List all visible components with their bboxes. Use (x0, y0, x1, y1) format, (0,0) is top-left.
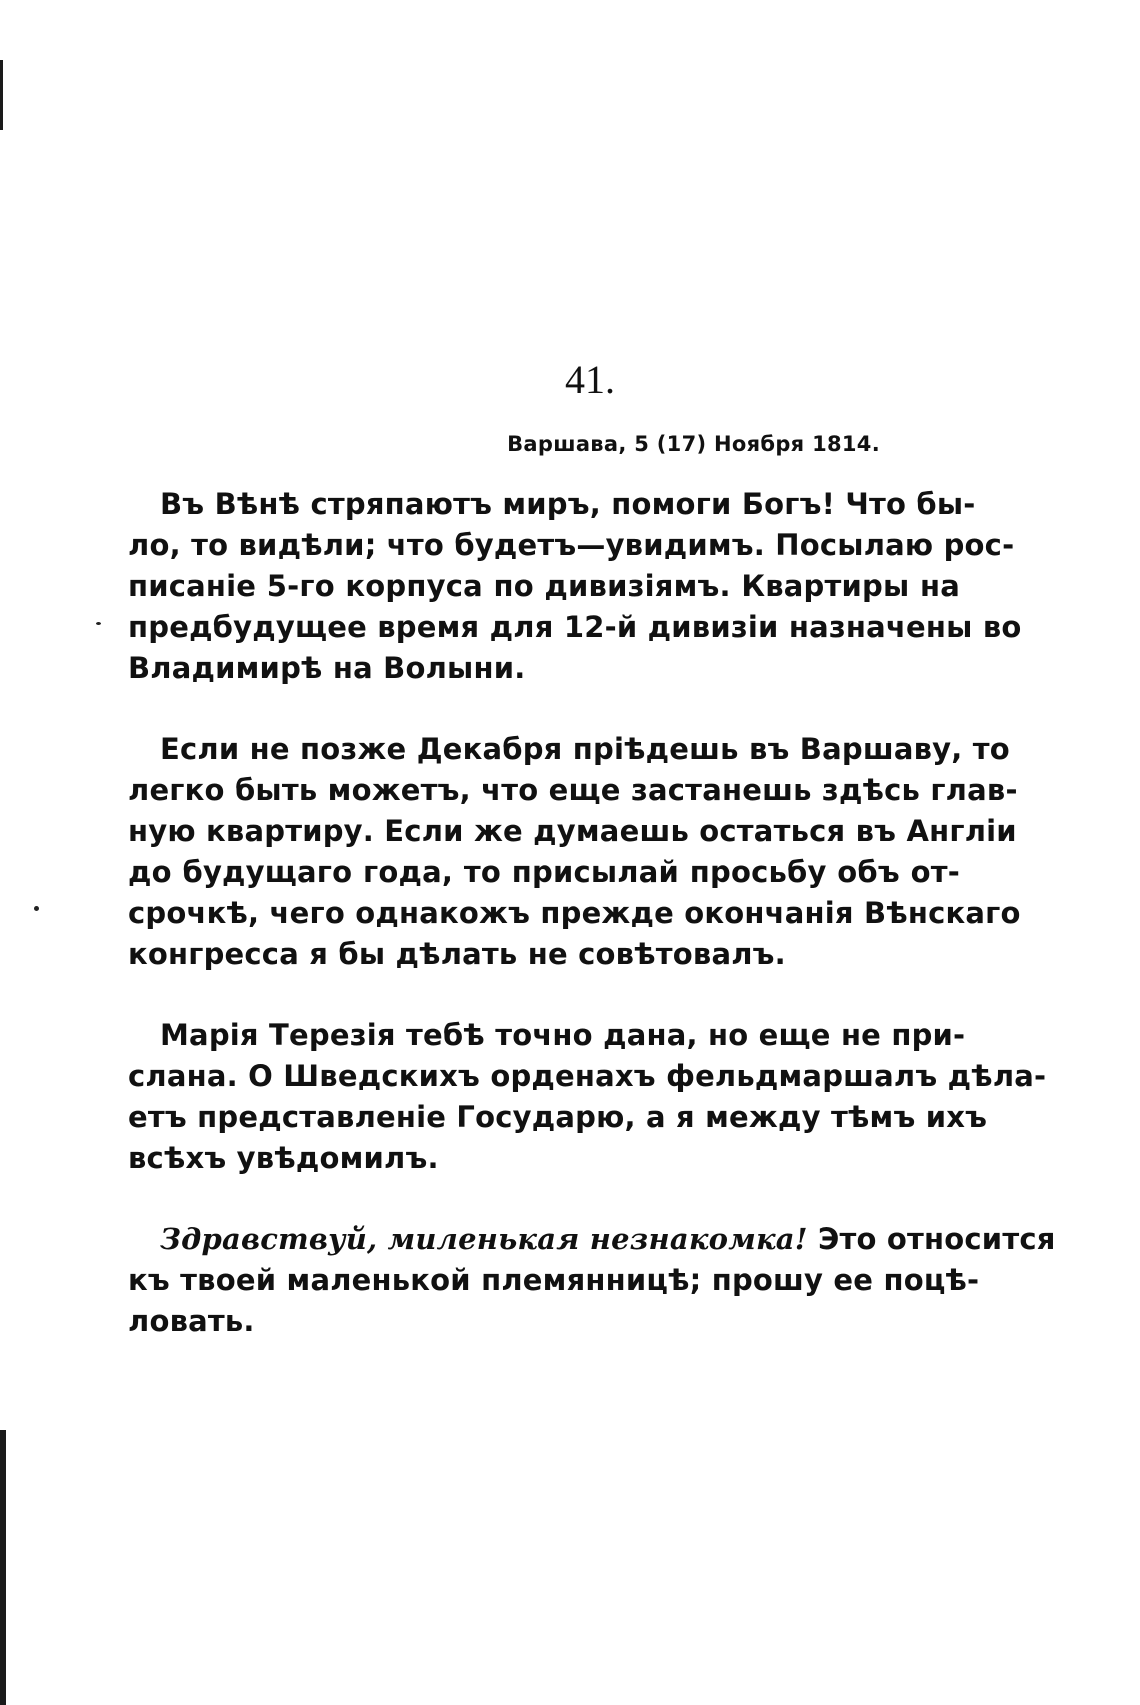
text-line: Въ Вѣнѣ стряпаютъ миръ, помоги Богъ! Что бы- (160, 487, 976, 521)
text-line: Если не позже Декабря пріѣдешь въ Варшаву, то (160, 732, 1010, 766)
text-line (128, 1219, 1056, 1260)
print-speck (96, 622, 101, 625)
text-line: ную квартиру. Если же думаешь остаться въ Англіи (128, 814, 1017, 848)
text-line: ловать. (128, 1304, 255, 1338)
text-line: срочкѣ, чего однакожъ прежде окончанія Вѣнскаго (128, 896, 1021, 930)
text-line: слана. О Шведскихъ орденахъ фельдмаршалъ дѣла- (128, 1059, 1047, 1093)
print-speck (34, 906, 39, 911)
text-line: до будущаго года, то присылай просьбу объ от- (128, 855, 960, 889)
dateline: Варшава, 5 (17) Ноября 1814. (507, 432, 880, 456)
text-fragment: Это относится (807, 1222, 1056, 1256)
text-line: Марія Терезія тебѣ точно дана, но еще не при- (160, 1018, 966, 1052)
text-line: всѣхъ увѣдомилъ. (128, 1141, 439, 1175)
text-line: предбудущее время для 12-й дивизіи назначены во (128, 610, 1022, 644)
paragraph (128, 1219, 1056, 1342)
scan-edge-mark (0, 1430, 6, 1705)
text-line: легко быть можетъ, что еще застанешь здѣсь глав- (128, 773, 1018, 807)
text-line: писаніе 5-го корпуса по дивизіямъ. Квартиры на (128, 569, 960, 603)
text-line: Владимирѣ на Волыни. (128, 651, 526, 685)
text-line: етъ представленіе Государю, а я между тѣмъ ихъ (128, 1100, 988, 1134)
italic-greeting: Здравствуй, миленькая незнакомка! (160, 1222, 808, 1256)
text-line: конгресса я бы дѣлать не совѣтовалъ. (128, 937, 786, 971)
text-line: къ твоей маленькой племянницѣ; прошу ее поцѣ- (128, 1263, 980, 1297)
paragraph (128, 1015, 1047, 1179)
paragraph (128, 484, 1022, 689)
scan-edge-mark (0, 60, 3, 130)
letter-body (128, 484, 1056, 1382)
paragraph (128, 729, 1021, 975)
text-line: ло, то видѣли; что будетъ—увидимъ. Посылаю рос- (128, 528, 1015, 562)
letter-number: 41. (565, 357, 615, 402)
